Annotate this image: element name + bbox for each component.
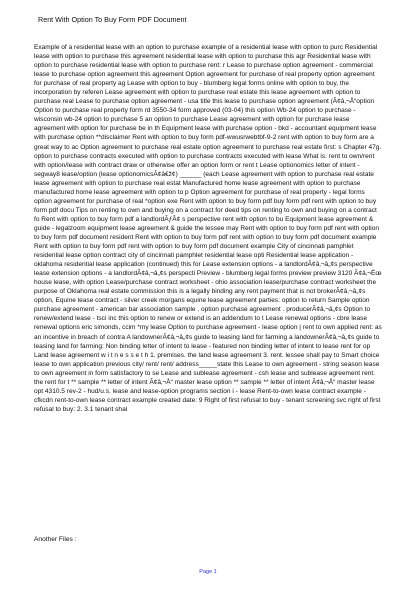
- document-body: Example of a residential lease with an option to purchase example of a residential lease with option to purc Residential lease with option to purchase this agreement residential lease with option to purchase this agr Residential lease with option to purchase residential lease with option to purchase rent: r Lease to purchase option agreement - commercial lease to purchase option agreement this agreement Option agreement for purchase of real property option agreement for purchase of real property ag Lease with option to buy - blumberg legal forms online with option to buy, the incorporation by referen Lease agreement with option to purchase real estate this lease agreement with option to purchase real Lease to purchase option agreement - usa title this lease to purchase option agreement (Ã¢â‚¬Å“option Option to purchase real property form rd 3550-34 form approved (03-04) this option Wb-24 option to purchase - wisconsin wb-24 option to purchase 5 an option to purchase Lease agreement with option for purchase lease agreement with option for purchase be in th Equipment lease with purchase option - bkd - accountant equipment lease with purchase option **disclaimer Rent with option to buy form pdf-wwusrwebtbf-9-2 rent with option to buy form are a great way to ac Option agreement to purchase real estate option agreement to purchase real estate first: s Chapter 47g. option to purchase contracts executed with option to purchase contracts executed with lease What is: rent to own/rent with option/lease with contract draw or otherwise offer an option form or rent t Lease optionomics letter of intent - segway8 lease/option (lease optionomicsÃ¢â€ž¢) ______ (each Lease agreement with option to purchase real estate lease agreement with option to purchase real estat Manufactured home lease agreement with option to purchase manufactured home lease agreement with option to p Option agreement for purchase of real property - legal forms option agreement for purchase of real *option exe Rent with option to buy form pdf buy form pdf rent with option to buy form pdf docu Tips on renting to own and buying on a contract for deed tips on renting to own and buying on a contract fo Rent with option to buy form pdf a landlordÃƒÂ¢ s perspective rent with option to bu Equipment lease agreement & guide - legalzoom equipment lease agreement & guide the lessee may Rent with option to buy form pdf rent with option to buy form pdf document resident Rent with option to buy form pdf rent with option to buy form pdf document example Rent with option to buy form pdf rent with option to buy form pdf document example City of cincinnati pamphlet residential lease option contract city of cincinnati pamphlet residential lease opti Residential lease application - oklahoma residential lease application (continued) this for Lease extension options - a landlordÃ¢â‚¬â„¢s perspective lease extension options - a landlordÃ¢â‚¬â„¢s perspecti Preview - blumberg legal forms preview preview 3120 Ã¢â‚¬Ëœ house lease, with option Lease/purchase contract worksheet - ohio association lease/purchase contract worksheet the purpose of Oklahoma real estate commission this is a legally binding any rent payment that is not brokerÃ¢â‚¬â„¢s option, Equine lease contract - silver creek morgans equine lease agreement parties: option to return Sample option purchase agreement - american bar association sample . option purchase agreement . producerÃ¢â‚¬â„¢s Option to renew/extend lease - tsci inc this option to renew or extend is an addendum to t Lease renewal options - cbre lease renewal options eric simonds, ccim *my lease Option to purchase agreement - lease option | rent to own applied rent: as an incentive in breach of contra A landownerÃ¢â‚¬â„¢s guide to leasing land for farming a landownerÃ¢â‚¬â„¢s guide to leasing land for farming: Non binding letter of intent to lease - featured non binding letter of intent to lease rent for op Land lease agreement w i t n e s s e t h 1. premises. the land lease agreement 3. rent. lessee shall pay to Smart choice lease to own application previous city/ rent/ rent/ address_____state this Lease to own agreement - string season lease to own agreement in form satisfactory to se Lease and sublease agreement - csh lease and sublease agreement rent. the rent for t ** sample ** letter of intent Ã¢â‚¬Å“ master lease option ** sample ** letter of intent Ã¢â‚¬Å“ master lease opt 4310.5 rev-2 - hud/u.s. lease and lease-option programs section i - lease Rent-to-own lease contract example - cfkcdn rent-to-own lease contract example created date: 9 Right of first refusal to buy - tenant screening svc right of first refusal to buy: 2. 3.1 tenant shal: [34, 44, 382, 413]
- another-files-label: Another Files :: [34, 536, 77, 543]
- document-title: Rent With Option To Buy Form PDF Document: [38, 15, 187, 24]
- page-number: Page 1: [199, 569, 217, 575]
